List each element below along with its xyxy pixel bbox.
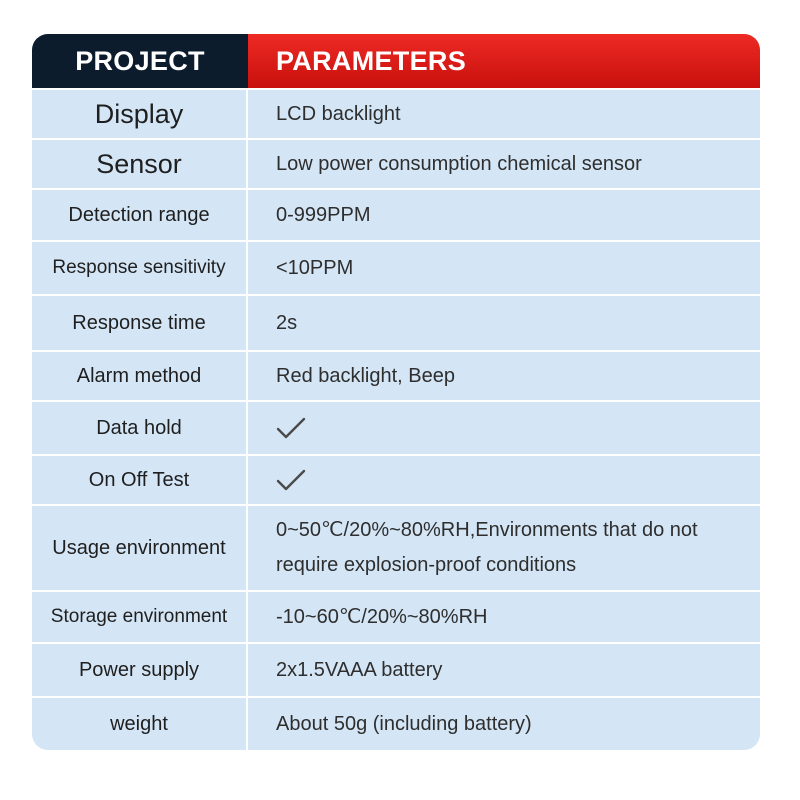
row-value: Red backlight, Beep: [276, 364, 456, 387]
table-row: [32, 88, 760, 138]
row-label: Data hold: [32, 402, 248, 454]
spec-table: [32, 34, 760, 750]
row-label: Response time: [32, 296, 248, 350]
table-row: [32, 294, 760, 350]
table-row: [32, 642, 760, 696]
row-label: Power supply: [32, 644, 248, 696]
table-header: [32, 34, 760, 88]
row-value: <10PPM: [276, 256, 354, 279]
row-label: Display: [32, 90, 248, 138]
row-value: [248, 456, 760, 504]
row-value: 2s: [276, 311, 298, 334]
table-row: [32, 350, 760, 400]
table-row: [32, 240, 760, 294]
table-row: [32, 504, 760, 590]
row-value: -10~60℃/20%~80%RH: [276, 605, 488, 628]
row-label: Detection range: [32, 190, 248, 240]
header-project: PROJECT: [32, 34, 248, 88]
row-value: LCD backlight: [276, 102, 401, 125]
row-value: 2x1.5VAAA battery: [276, 658, 443, 681]
row-label: Response sensitivity: [32, 242, 248, 294]
row-label: Storage environment: [32, 592, 248, 642]
row-label: Sensor: [32, 140, 248, 188]
table-row: [32, 188, 760, 240]
table-row: [32, 138, 760, 188]
row-label: Usage environment: [32, 506, 248, 590]
table-row: [32, 400, 760, 454]
table-row: [32, 696, 760, 750]
row-label: Alarm method: [32, 352, 248, 400]
checkmark-icon: [276, 416, 306, 440]
table-row: [32, 454, 760, 504]
table-row: [32, 590, 760, 642]
header-parameters: PARAMETERS: [248, 34, 760, 88]
row-value: [248, 402, 760, 454]
row-label: weight: [32, 698, 248, 750]
row-value: Low power consumption chemical sensor: [276, 152, 642, 175]
row-value: 0-999PPM: [276, 203, 371, 226]
row-value: 0~50℃/20%~80%RH,Environments that do not require explosion-proof conditions: [276, 519, 698, 576]
checkmark-icon: [276, 468, 306, 492]
row-label: On Off Test: [32, 456, 248, 504]
row-value: About 50g (including battery): [276, 712, 532, 735]
